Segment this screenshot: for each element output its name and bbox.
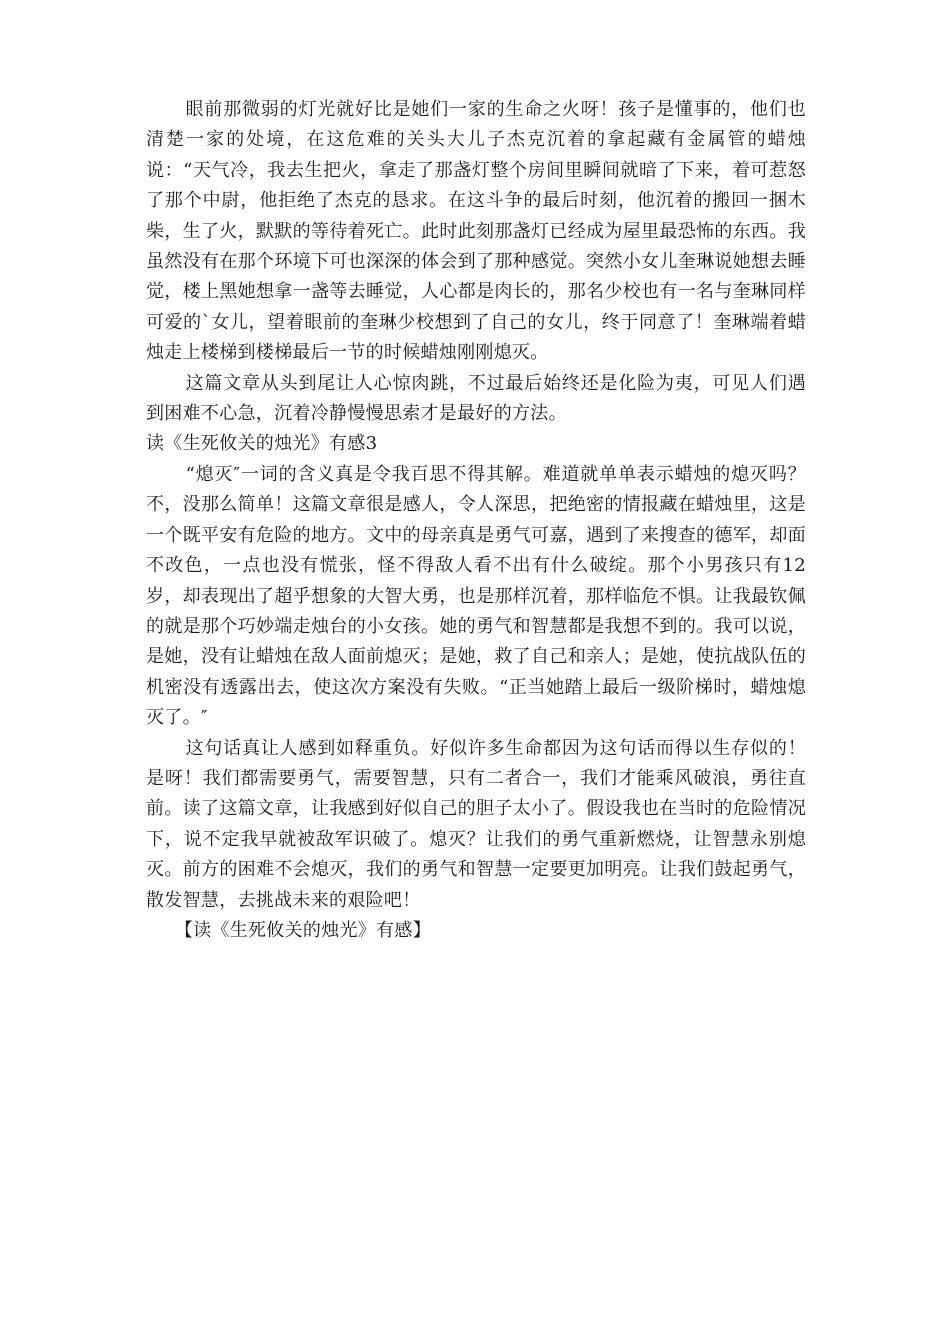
paragraph-3: “熄灭″一词的含义真是令我百思不得其解。难道就单单表示蜡烛的熄灭吗？不，没那么简单！这篇文章很是感人，令人深思，把绝密的情报藏在蜡烛里，这是一个既平安有危险的地方。文中的母亲真是勇气可嘉，遇到了来搜查的德军，却面不改色，一点也没有慌张，怪不得敌人看不出有什么破绽。那个小男孩只有12岁，却表现出了超乎想象的大智大勇，也是那样沉着，那样临危不惧。让我最钦佩的就是那个巧妙端走烛台的小女孩。她的勇气和智慧都是我想不到的。我可以说，是她，没有让蜡烛在敌人面前熄灭；是她，救了自己和亲人；是她，使抗战队伍的机密没有透露出去，使这次方案没有失败。“正当她踏上最后一级阶梯时，蜡烛熄灭了。″ xyxy=(146,463,806,729)
footer-title: 【读《生死攸关的烛光》有感】 xyxy=(174,919,431,941)
paragraph-4: 这句话真让人感到如释重负。好似许多生命都因为这句话而得以生存似的！是呀！我们都需要勇气，需要智慧，只有二者合一，我们才能乘风破浪，勇往直前。读了这篇文章，让我感到好似自己的胆子太小了。假设我也在当时的危险情况下，说不定我早就被敌军识破了。熄灭？让我们的勇气重新燃烧，让智慧永别熄灭。前方的困难不会熄灭，我们的勇气和智慧一定要更加明亮。让我们鼓起勇气，散发智慧，去挑战未来的艰险吧！ xyxy=(146,737,806,911)
paragraph-2: 这篇文章从头到尾让人心惊肉跳，不过最后始终还是化险为夷，可见人们遇到困难不心急，沉着冷静慢慢思索才是最好的方法。 xyxy=(146,372,806,425)
paragraph-1: 眼前那微弱的灯光就好比是她们一家的生命之火呀！孩子是懂事的，他们也清楚一家的处境，在这危难的关头大儿子杰克沉着的拿起藏有金属管的蜡烛说：“天气冷，我去生把火，拿走了那盏灯整个房间里瞬间就暗了下来，着可惹怒了那个中尉，他拒绝了杰克的恳求。在这斗争的最后时刻，他沉着的搬回一捆木柴，生了火，默默的等待着死亡。此时此刻那盏灯已经成为屋里最恐怖的东西。我虽然没有在那个环境下可也深深的体会到了那种感觉。突然小女儿奎琳说她想去睡觉，楼上黑她想拿一盏等去睡觉，人心都是肉长的，那名少校也有一名与奎琳同样可爱的`女儿，望着眼前的奎琳少校想到了自己的女儿，终于同意了！奎琳端着蜡烛走上楼梯到楼梯最后一节的时候蜡烛刚刚熄灭。 xyxy=(146,99,806,364)
section-heading: 读《生死攸关的烛光》有感3 xyxy=(146,433,378,455)
document-body xyxy=(146,95,806,946)
